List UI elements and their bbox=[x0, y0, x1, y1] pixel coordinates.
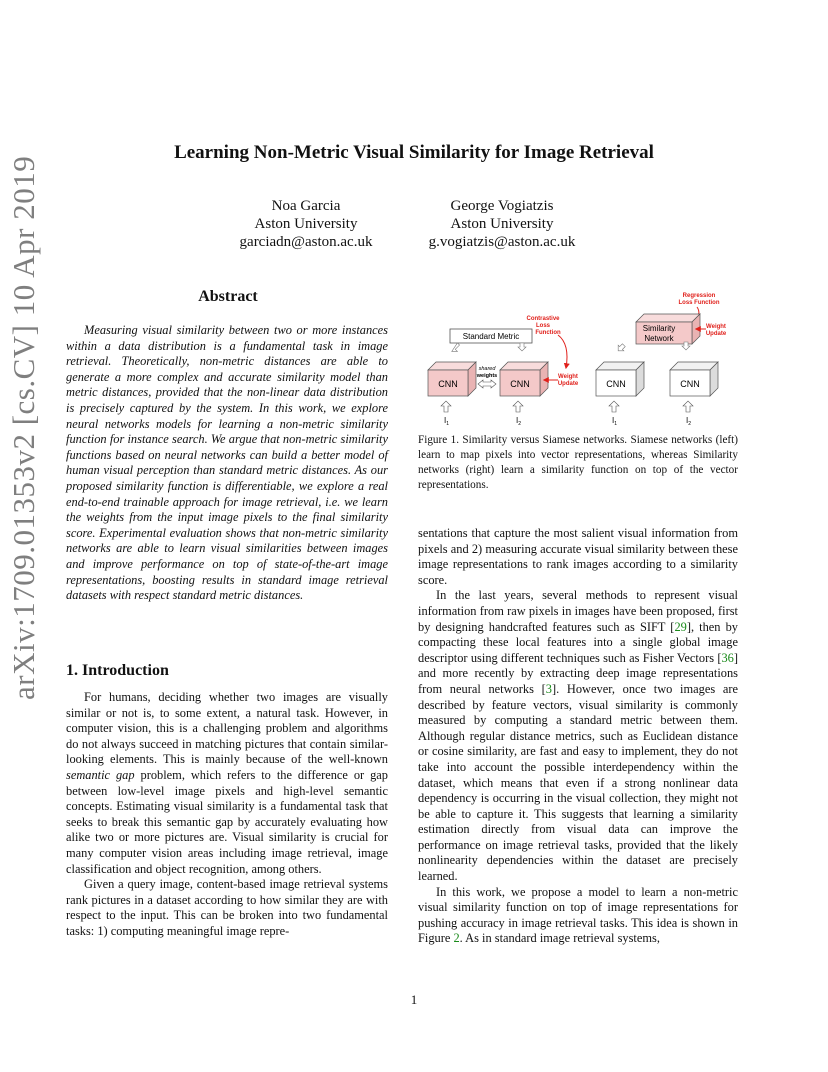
author-name: Noa Garcia bbox=[271, 198, 341, 214]
hollow-up-arrow-icon bbox=[441, 401, 451, 412]
author-block-1 bbox=[196, 197, 416, 251]
contrastive-label-3: Function bbox=[535, 330, 561, 336]
similarity-label-2: Network bbox=[644, 334, 674, 343]
author-block-2 bbox=[392, 197, 612, 251]
paragraph bbox=[66, 690, 388, 877]
input-label: $I_2$ bbox=[686, 416, 692, 427]
left-column-body bbox=[66, 690, 388, 940]
weight-update-label-2: Update bbox=[557, 381, 579, 387]
hollow-up-arrow-icon bbox=[683, 401, 693, 412]
right-column-body bbox=[418, 526, 738, 947]
hollow-arrow-icon bbox=[615, 342, 626, 353]
citation-link[interactable]: 3 bbox=[545, 681, 552, 696]
hollow-up-arrow-icon bbox=[513, 401, 523, 412]
similarity-label-1: Similarity bbox=[642, 324, 676, 333]
standard-metric-label: Standard Metric bbox=[462, 332, 520, 341]
abstract-heading: Abstract bbox=[198, 288, 258, 305]
abstract-text: Measuring visual similarity between two or more instances within a data distribution is a fundamental task in image retrieval. Theoretically, non-metric distances are able to generate a more complex and accurate similarity model than metric distances, provided that the non-linear data distribution is precisely captured by the system. In this work, we explore neural networks models for learning a non-metric similarity function for instance search. We argue that non-metric similarity functions based on neural networks can build a better model of human visual perception than standard metric distances. As our proposed similarity function is differentiable, we explore a real end-to-end trainable approach for image retrieval, i.e. we learn the weights from the input image pixels to the final similarity score. Experimental evaluation shows that non-metric similarity networks are able to learn visual similarities between images and improve performance on top of state-of-the-art image representations, boosting results in standard image retrieval datasets with respect standard metric distances. bbox=[66, 323, 388, 603]
paragraph bbox=[418, 885, 738, 947]
figure-1-diagram bbox=[418, 288, 740, 433]
input-label: $I_2$ bbox=[516, 416, 522, 427]
citation-link[interactable]: 36 bbox=[721, 650, 734, 665]
text-run: problem, which refers to the difference or gap between low-level image pixels and high-level semantic concepts. Estimating visual similarity is a fundamental task that seeks to break this semantic gap by accurately evaluating how alike two or more pictures are. Visual similarity is crucial for many computer vision areas including image retrieval, image classification and object recognition, among others. bbox=[66, 767, 388, 876]
paragraph: Given a query image, content-based image retrieval systems rank pictures in a dataset according to how similar they are with respect to the input. This can be broken into two fundamental tasks: 1) computing meaningful image repre- bbox=[66, 877, 388, 938]
contrastive-label-1: Contrastive bbox=[526, 316, 560, 322]
author-affiliation: Aston University bbox=[254, 216, 358, 232]
regression-label-2: Loss Function bbox=[678, 300, 720, 306]
hollow-up-arrow-icon bbox=[609, 401, 619, 412]
shared-label-2: weights bbox=[476, 373, 498, 379]
text-run: ], then by compacting these local features into a single global image descriptor using different techniques such as Fisher Vectors [ bbox=[418, 619, 738, 665]
cnn-label: CNN bbox=[680, 379, 700, 389]
cnn-box-left bbox=[428, 362, 476, 396]
citation-link[interactable]: 29 bbox=[674, 619, 687, 634]
arxiv-id: arXiv:1709.01353v2 [cs.CV] 10 Apr 2019 bbox=[6, 155, 41, 700]
cnn-label: CNN bbox=[606, 379, 626, 389]
input-label: $I_1$ bbox=[444, 416, 450, 427]
hollow-arrow-icon bbox=[518, 343, 526, 351]
emphasis-text: semantic gap bbox=[66, 767, 135, 782]
text-run: In the last years, several methods to represent visual information from raw pixels in images have been proposed, first by designing handcrafted features such as SIFT [ bbox=[418, 588, 738, 634]
weight-update-label-1: Weight bbox=[706, 324, 726, 330]
weight-update-label-2: Update bbox=[705, 331, 727, 337]
hollow-arrow-icon bbox=[450, 343, 461, 354]
paragraph: sentations that capture the most salient visual information from pixels and 2) measuring accurate visual similarity between these image representations to rank images according to a similarity score. bbox=[418, 526, 738, 587]
double-arrow-icon bbox=[478, 380, 496, 388]
page-number: 1 bbox=[410, 992, 418, 1007]
text-run: ]. However, once two images are described by feature vectors, visual similarity is commonly measured by computing a standard metric between them. Although regular distance metrics, such as Euclidean distance or cosine similarity, are fast and easy to implement, they do not take into account the possible interdependency within the dataset, which means that even if a strong nonlinear data dependency is occurring in the visual collection, they might not be able to capture it. This suggests that learning a similarity estimation directly from visual data can improve the performance on image retrieval tasks, provided that the likely nonlinearity dependencies within the dataset are precisely learned. bbox=[418, 681, 738, 884]
cnn-box-similarity-right bbox=[670, 362, 718, 396]
author-email: garciadn@aston.ac.uk bbox=[239, 234, 373, 250]
cnn-box-right bbox=[500, 362, 548, 396]
section-heading-introduction: 1. Introduction bbox=[66, 662, 169, 679]
contrastive-arrow bbox=[558, 335, 567, 368]
cnn-label: CNN bbox=[510, 379, 530, 389]
text-run: In this work, we propose a model to learn a non-metric visual similarity function on top of image representations for pushing accuracy in image retrieval tasks. This idea is shown in Figure bbox=[418, 884, 738, 946]
paper-title: Learning Non-Metric Visual Similarity for Image Retrieval bbox=[174, 142, 654, 163]
cnn-label: CNN bbox=[438, 379, 458, 389]
figure-1-caption: Figure 1. Similarity versus Siamese networks. Siamese networks (left) learn to map pixels into vector representations, whereas Similarity networks (right) learn a similarity function on top of the vector representations. bbox=[418, 434, 738, 491]
text-run: For humans, deciding whether two images are visually similar or not is, to some extent, a natural task. However, in computer vision, this is a challenging problem and algorithms do not always succeed in matching pictures that contain similar-looking elements. This is mainly because of the well-known bbox=[66, 690, 388, 767]
weight-update-label-1: Weight bbox=[558, 374, 578, 380]
author-affiliation: Aston University bbox=[450, 216, 554, 232]
regression-label-1: Regression bbox=[682, 293, 716, 299]
cnn-box-similarity-left bbox=[596, 362, 644, 396]
author-email: g.vogiatzis@aston.ac.uk bbox=[428, 234, 576, 250]
shared-label-1: shared bbox=[478, 366, 496, 372]
input-label: $I_1$ bbox=[612, 416, 618, 427]
paragraph bbox=[418, 588, 738, 884]
figure-link[interactable]: 2 bbox=[453, 931, 460, 946]
similarity-network-box bbox=[636, 314, 700, 344]
text-run: . As in standard image retrieval systems, bbox=[459, 931, 660, 946]
author-name: George Vogiatzis bbox=[450, 198, 554, 214]
contrastive-label-2: Loss bbox=[535, 323, 551, 329]
text-run: ] and more recently by extracting deep image representations from neural networks [ bbox=[418, 650, 738, 696]
